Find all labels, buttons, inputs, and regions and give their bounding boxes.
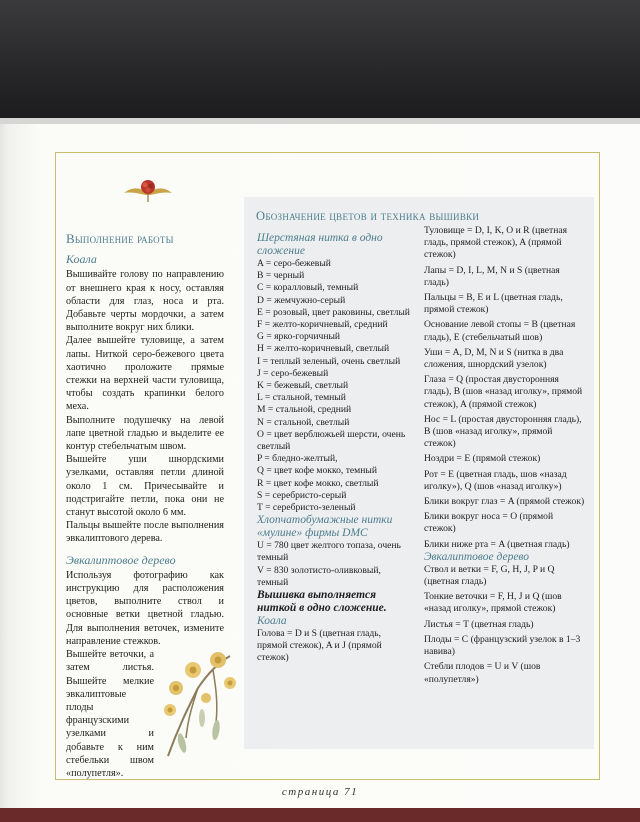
list-item: H = желто-коричневый, светлый	[257, 343, 390, 355]
list-item: P = бледно-желтый,	[257, 453, 338, 465]
page-edge	[0, 118, 640, 124]
list-item: F = желто-коричневый, средний	[257, 319, 388, 331]
list-item: S = серебристо-серый	[257, 489, 347, 501]
color-key-column-2	[424, 225, 586, 686]
list-item: J = серо-бежевый	[257, 367, 329, 379]
koala-list	[424, 225, 586, 551]
list-item: Блики вокруг глаз = A (прямой стежок)	[424, 496, 585, 508]
paragraph: Вышейте уши шнордскими узелками, оставляя петли длиной около 1 см. Причесывайте и подстригайте петли, пока они не станут высотой около 6 мм.	[66, 454, 224, 519]
eucalyptus-subtitle: Эвкалиптовое дерево	[66, 552, 176, 567]
wool-heading: Шерстяная нитка в одно сложение	[257, 232, 383, 257]
list-item: N = стальной, светлый	[257, 416, 350, 428]
list-item: Глаза = Q (простая двусторонняя гладь), B (шов «назад иголку», прямой стежок), A (прямой стежок)	[424, 374, 583, 410]
list-item: Рот = E (цветная гладь, шов «назад иголку»), Q (шов «назад иголку»)	[424, 468, 567, 492]
koala-heading: Коала	[257, 615, 287, 628]
list-item: L = стальной, темный	[257, 392, 346, 404]
page-number: страница 71	[281, 786, 359, 798]
list-item: M = стальной, средний	[257, 404, 352, 416]
paragraph: Далее вышейте туловище, а затем лапы. Ниткой серо-бежевого цвета хаотично проложите прямые стежки на верхней части туловища, чтобы создать крапинки белого меха.	[66, 335, 224, 413]
tree-heading: Эвкалиптовое дерево	[424, 550, 530, 563]
list-item: D = жемчужно-серый	[257, 294, 346, 306]
eucalyptus-illustration-icon	[158, 648, 238, 758]
list-item: Пальцы = B, E и L (цветная гладь, прямой стежок)	[424, 292, 563, 316]
koala-subtitle: Коала	[66, 252, 97, 267]
color-key-panel	[244, 197, 594, 749]
list-item: I = теплый зеленый, очень светлый	[257, 355, 401, 367]
paragraph: Пальцы вышейте после выполнения эвкалиптового дерева.	[66, 520, 224, 545]
thread-note: Вышивка выполняется ниткой в одно сложение.	[257, 589, 387, 615]
list-item: Плоды = C (французский узелок в 1–3 навива)	[424, 633, 581, 658]
wool-list	[257, 258, 412, 514]
bottom-band	[0, 808, 640, 822]
list-item: Уши = A, D, M, N и S (нитка в два сложения, шнордский узелок)	[424, 346, 564, 371]
list-item: C = коралловый, темный	[257, 282, 359, 294]
list-item: A = серо-бежевый	[257, 258, 331, 269]
list-item: Ноздри = E (прямой стежок)	[424, 453, 541, 465]
list-item: Основание левой стопы = B (цветная гладь), E (стебельчатый шов)	[424, 319, 576, 343]
list-item: Тонкие веточки = F, H, J и Q (шов «назад иголку», прямой стежок)	[424, 591, 562, 615]
list-item: Нос = L (простая двусторонняя гладь), B (шов «назад иголку», прямой стежок)	[424, 413, 582, 450]
paragraph: Выполните подушечку на левой лапе цветной гладью и выделите ее контур стебельчатым швом.	[66, 414, 224, 453]
list-item: Ствол и ветки = F, G, H, J, P и Q (цветная гладь)	[424, 563, 555, 588]
color-key-column-1	[257, 232, 412, 665]
list-item: Q = цвет кофе мокко, темный	[257, 465, 377, 477]
list-item: Блики вокруг носа = O (прямой стежок)	[424, 511, 554, 535]
paragraph: Вышивайте голову по направлению от внешнего края к носу, оставляя области для глаз, носа и рта. Добавьте черты мордочки, а затем выполните вокруг них блики.	[66, 269, 224, 334]
paragraph: Используя фотографию как инструкцию для расположения цветов, выполните ствол и основные ветки цветной гладью. Для выполнения веточек, измените направление стежков.	[66, 569, 224, 647]
scanner-background	[0, 0, 640, 125]
list-item: U = 780 цвет желтого топаза, очень темный	[257, 540, 401, 564]
list-item: Туловище = D, I, K, O и R (цветная гладь, прямой стежок), A (прямой стежок)	[424, 225, 568, 261]
panel-title: Обозначение цветов и техника вышивки	[256, 209, 480, 223]
list-item: Стебли плодов = U и V (шов «полупетля»)	[424, 661, 541, 685]
list-item: R = цвет кофе мокко, светлый	[257, 477, 379, 489]
section-title: Выполнение работы	[66, 231, 174, 246]
list-item: Лапы = D, I, L, M, N и S (цветная гладь)	[424, 264, 560, 288]
list-item: Голова = D и S (цветная гладь, прямой стежок), A и J (прямой стежок)	[257, 628, 382, 664]
list-item: O = цвет верблюжьей шерсти, очень светлый	[257, 428, 406, 453]
list-item: K = бежевый, светлый	[257, 380, 349, 392]
cotton-heading: Хлопчатобумажные нитки «мулине» фирмы DMC	[257, 514, 393, 540]
list-item: T = серебристо-зеленый	[257, 502, 356, 514]
list-item: Блики ниже рта = A (цветная гладь)	[424, 538, 570, 550]
list-item: Листья = T (цветная гладь)	[424, 618, 534, 630]
flower-ornament-icon	[122, 177, 174, 203]
tree-list	[424, 564, 586, 686]
list-item: G = ярко-горчичный	[257, 331, 341, 343]
paragraph: Вышейте веточки, а затем листья. Вышейте мелкие эвкалиптовые плоды французскими узелками и добавьте к ним стебельки швом «полупетля».	[66, 649, 154, 779]
list-item: E = розовый, цвет раковины, светлый	[257, 306, 410, 318]
list-item: B = черный	[257, 270, 305, 282]
list-item: V = 830 золотисто-оливковый, темный	[257, 564, 381, 588]
